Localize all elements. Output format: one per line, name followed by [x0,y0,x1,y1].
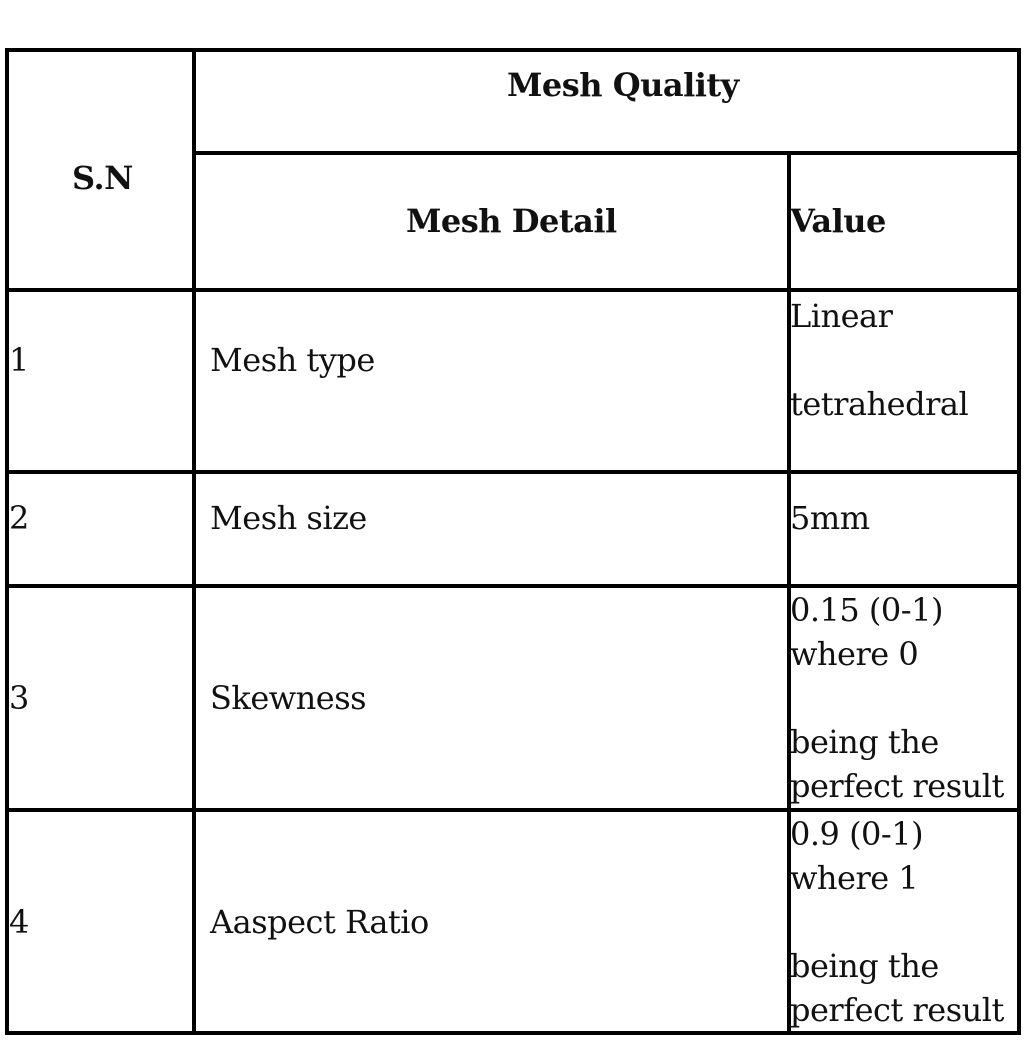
row-value-line: 0.15 (0-1) [790,591,943,629]
sn-column-divider [192,48,196,1035]
row-detail: Mesh size [210,499,367,537]
row-detail: Mesh type [210,341,375,379]
row-value-line: 5mm [790,499,870,537]
row-sn: 3 [9,679,29,717]
row-sn: 4 [9,903,29,941]
table-border-right [1017,48,1021,1035]
row-detail: Aaspect Ratio [210,903,429,941]
header-sn: S.N [72,159,133,197]
table-border-top [5,48,1021,52]
row-value-line: where 1 [790,859,919,897]
row-value-line: perfect result [790,767,1004,805]
header-mesh-detail: Mesh Detail [406,202,617,240]
group-header-divider [192,151,1021,155]
row-value-line: Linear [790,297,893,335]
row-value-line: 0.9 (0-1) [790,815,924,853]
row-value-line: being the [790,947,939,985]
row-sn: 2 [9,499,29,537]
row-value-line: where 0 [790,635,919,673]
row-sn: 1 [9,341,29,379]
table-border-left [5,48,9,1035]
group-header-mesh-quality: Mesh Quality [507,66,739,104]
header-bottom-divider [5,288,1021,292]
row-detail: Skewness [210,679,367,717]
row-value-line: perfect result [790,991,1004,1029]
header-value: Value [790,202,886,240]
row-1-bottom-divider [5,470,1021,474]
row-value-line: tetrahedral [790,385,969,423]
row-value-line: being the [790,723,939,761]
